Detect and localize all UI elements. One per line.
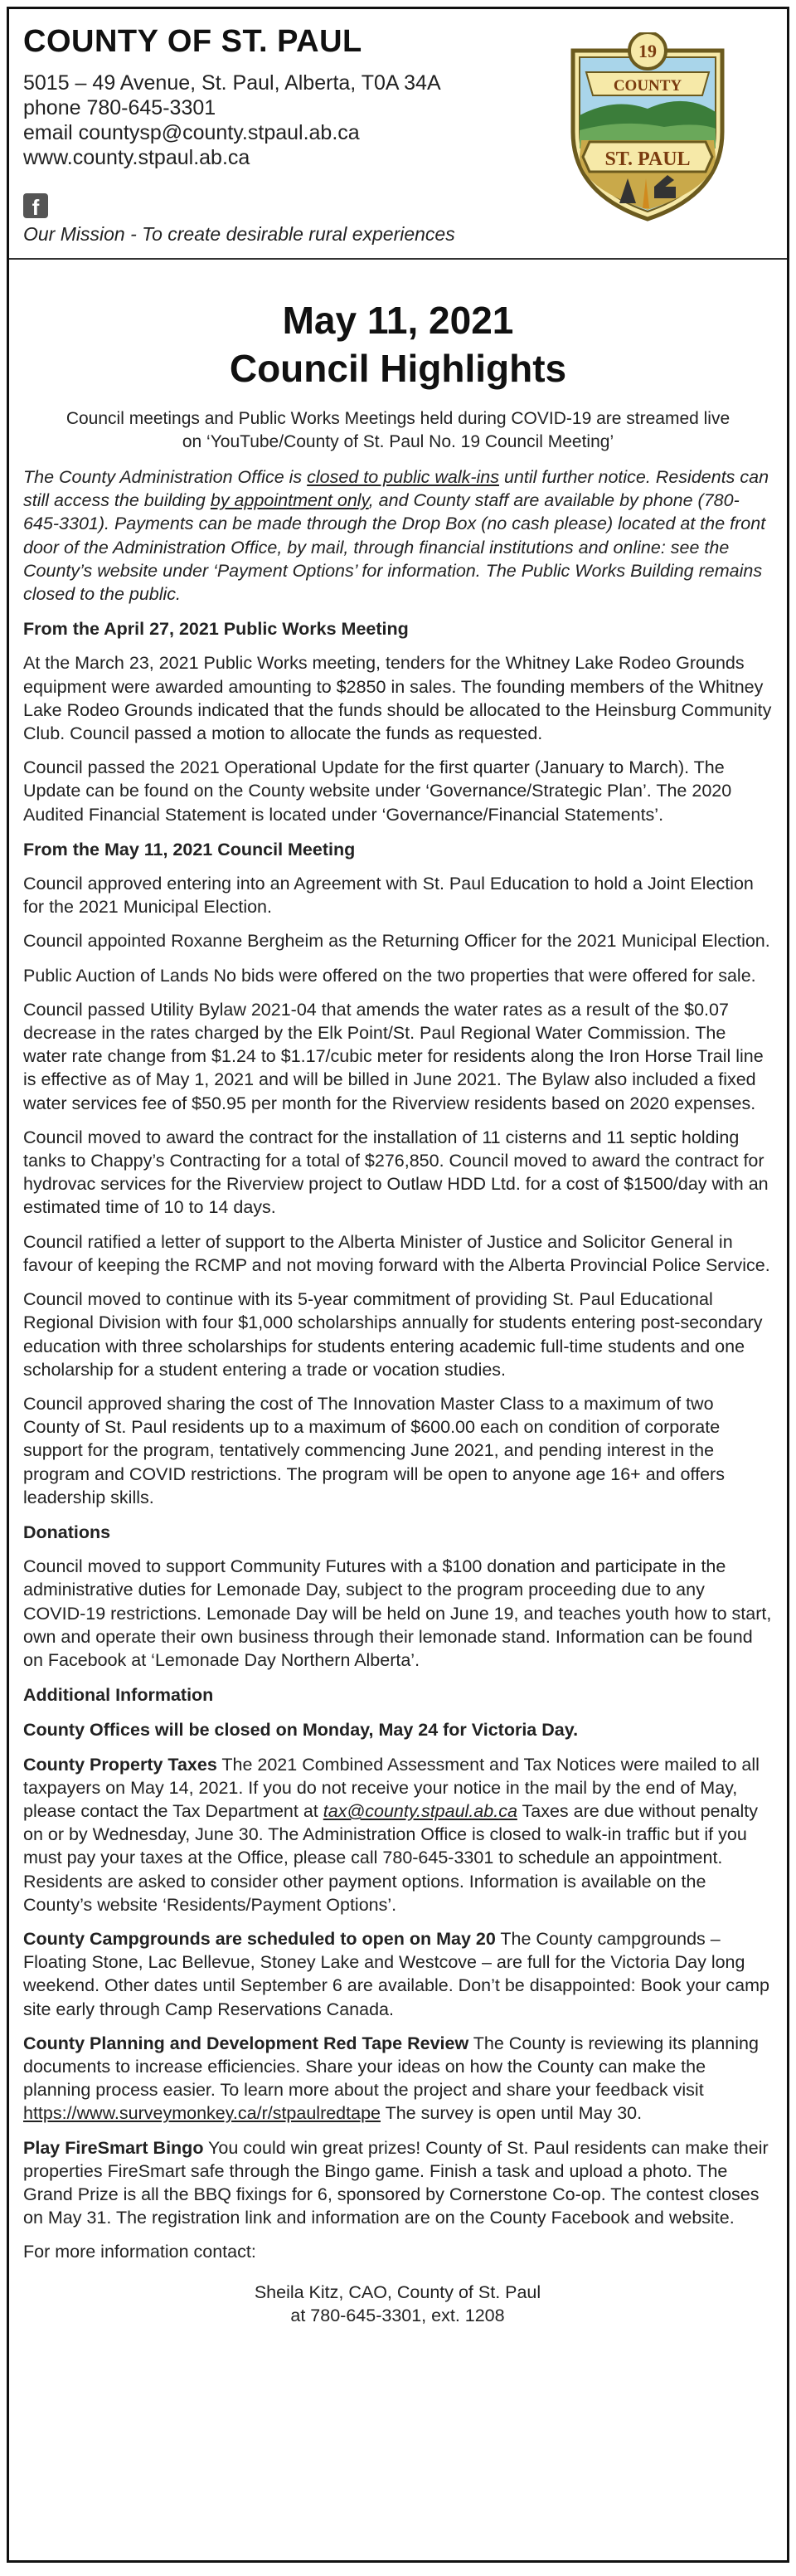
org-name: COUNTY OF ST. PAUL	[23, 24, 362, 59]
council-paragraph: Public Auction of Lands No bids were offered on the two properties that were offered for sale.	[23, 965, 756, 986]
planning-paragraph: County Planning and Development Red Tape Review The County is reviewing its planning documents to increase efficiencies. Share your ideas on how the County can make the planning process easier. To learn more about the project and share your feedback visit https://www.surveymonkey.ca/r/stpaulredtape The survey is open until May 30.	[23, 2033, 759, 2124]
council-paragraph: Council passed Utility Bylaw 2021-04 that amends the water rates as a result of the $0.07 decrease in the rates charged by the Elk Point/St. Paul Regional Water Commission. The water rate change from $1.24 to $1.17/cubic meter for residents along the Iron Horse Trail line is effective as of May 1, 2021 and will be billed in June 2021. The Bylaw also included a fixed water services fee of $50.95 per month for the Riverview residents based on 2020 expenses.	[23, 999, 764, 1113]
public-works-heading: From the April 27, 2021 Public Works Meeting	[23, 619, 409, 640]
crest-number: 19	[638, 41, 657, 61]
mission-statement: Our Mission - To create desirable rural experiences	[23, 223, 455, 245]
donations-heading: Donations	[23, 1522, 111, 1542]
page-title	[9, 296, 787, 392]
title-date: May 11, 2021	[282, 299, 514, 342]
header	[9, 9, 787, 258]
content	[9, 465, 787, 2327]
council-paragraph: Council appointed Roxanne Bergheim as the Returning Officer for the 2021 Municipal Election.	[23, 931, 770, 952]
appointment-notice: by appointment only	[210, 490, 369, 511]
campgrounds-paragraph: County Campgrounds are scheduled to open on May 20 The County campgrounds – Floating Stone, Lac Bellevue, Stoney Lake and Westcove – are full for the Victoria Day long weekend. Other dates until September 6 are available. Don’t be disappointed: Book your camp site early through Camp Reservations Canada.	[23, 1928, 769, 2019]
contact-phone: at 780-645-3301, ext. 1208	[290, 2305, 505, 2325]
contact-signature	[23, 2281, 772, 2327]
firesmart-paragraph: Play FireSmart Bingo You could win great prizes! County of St. Paul residents can make their properties FireSmart safe through the Bingo game. Finish a task and upload a photo. The Grand Prize is all the BBQ fixings for 6, sponsored by Cornerstone Co-op. The contest closes on May 31. The registration link and information are on the County Facebook and website.	[23, 2137, 769, 2228]
council-highlights-ad	[7, 7, 789, 2563]
streaming-note: Council meetings and Public Works Meetings held during COVID-19 are streamed live on ‘YouTube/County of St. Paul No. 19 Council Meeting’	[66, 409, 730, 451]
council-paragraph: Council moved to continue with its 5-year commitment of providing St. Paul Educational Regional Division with four $1,000 scholarships annually for students entering post-secondary education with three scholarships for students entering academic full-time students and one scholarship for a student entering a trade or vocation studies.	[23, 1289, 763, 1380]
title-block	[9, 258, 787, 454]
facebook-icon[interactable]: f	[23, 193, 48, 218]
property-taxes-paragraph: County Property Taxes The 2021 Combined Assessment and Tax Notices were mailed to all taxpayers on May 14, 2021. If you do not receive your notice in the mail by the end of May, please contact the Tax Department at tax@county.stpaul.ab.ca Taxes are due without penalty on or by Wednesday, June 30. The Administration Office is closed to walk-in traffic but if you must pay your taxes at the Office, please call 780-645-3301 to schedule an appointment. Residents are asked to consider other payment options. Information is available on the County’s website ‘Residents/Payment Options’.	[23, 1754, 760, 1915]
public-works-paragraph: At the March 23, 2021 Public Works meeting, tenders for the Whitney Lake Rodeo Grounds equipment were awarded amounting to $2850 in sales. The founding members of the Whitney Lake Rodeo Grounds indicated that the funds should be allocated to the Heinsburg Community Club. Council passed a motion to allocate the funds as requested.	[23, 653, 772, 744]
title-heading: Council Highlights	[229, 347, 567, 390]
contact-intro: For more information contact:	[23, 2242, 256, 2262]
office-notice: The County Administration Office is closed to public walk-ins until further notice. Residents can still access the building by appointment only, and County staff are available by phone (780-645-3301). Payments can be made through the Drop Box (no cash please) located at the front door of the Administration Office, by mail, through financial institutions and online: see the County’s website under ‘Payment Options’ for information. The Public Works Building remains closed to the public.	[23, 467, 769, 605]
county-crest-logo	[548, 32, 747, 231]
council-paragraph: Council approved entering into an Agreement with St. Paul Education to hold a Joint Election for the 2021 Municipal Election.	[23, 874, 754, 918]
council-paragraph: Council moved to award the contract for the installation of 11 cisterns and 11 septic holding tanks to Chappy’s Contracting for a total of $276,850. Council moved to award the contract for hydrovac services for the Riverview project to Outlaw HDD Ltd. for a cost of $1500/day with an estimated time of 10 to 14 days.	[23, 1127, 769, 1218]
website[interactable]: www.county.stpaul.ab.ca	[23, 146, 250, 169]
council-paragraph: Council ratified a letter of support to the Alberta Minister of Justice and Solicitor General in favour of keeping the RCMP and not moving forward with the Alberta Provincial Police Service.	[23, 1231, 770, 1275]
tax-email-link[interactable]: tax@county.stpaul.ab.ca	[323, 1800, 517, 1821]
contact-block	[23, 71, 441, 170]
council-paragraph: Council approved sharing the cost of The Innovation Master Class to a maximum of two County of St. Paul residents up to a maximum of $600.00 each on condition of corporate support for the program, tentatively commencing June 2021, and pending interest in the program and COVID restrictions. The program will be open to anyone age 16+ and offers leadership skills.	[23, 1393, 725, 1507]
closed-notice: closed to public walk-ins	[307, 467, 499, 487]
council-meeting-heading: From the May 11, 2021 Council Meeting	[23, 839, 356, 859]
crest-top-text: COUNTY	[613, 77, 682, 95]
email[interactable]: email countysp@county.stpaul.ab.ca	[23, 121, 360, 144]
public-works-paragraph: Council passed the 2021 Operational Update for the first quarter (January to March). The Update can be found on the County website under ‘Governance/Strategic Plan’. The 2020 Audited Financial Statement is located under ‘Governance/Financial Statements’.	[23, 757, 732, 825]
donations-paragraph: Council moved to support Community Futures with a $100 donation and participate in the administrative duties for Lemonade Day, subject to the program proceeding due to any COVID-19 restrictions. Lemonade Day will be held on June 19, and teaches youth how to start, own and operate their own business through their lemonade stand. Information can be found on Facebook at ‘Lemonade Day Northern Alberta’.	[23, 1556, 772, 1670]
office-closure-notice: County Offices will be closed on Monday, May 24 for Victoria Day.	[23, 1720, 579, 1741]
additional-info-heading: Additional Information	[23, 1685, 214, 1706]
crest-banner-text: ST. PAUL	[604, 149, 691, 170]
contact-name: Sheila Kitz, CAO, County of St. Paul	[254, 2281, 541, 2302]
address: 5015 – 49 Avenue, St. Paul, Alberta, T0A 34A	[23, 71, 441, 95]
header-divider	[9, 258, 787, 260]
phone: phone 780-645-3301	[23, 96, 216, 119]
survey-link[interactable]: https://www.surveymonkey.ca/r/stpaulredtape	[23, 2103, 381, 2124]
